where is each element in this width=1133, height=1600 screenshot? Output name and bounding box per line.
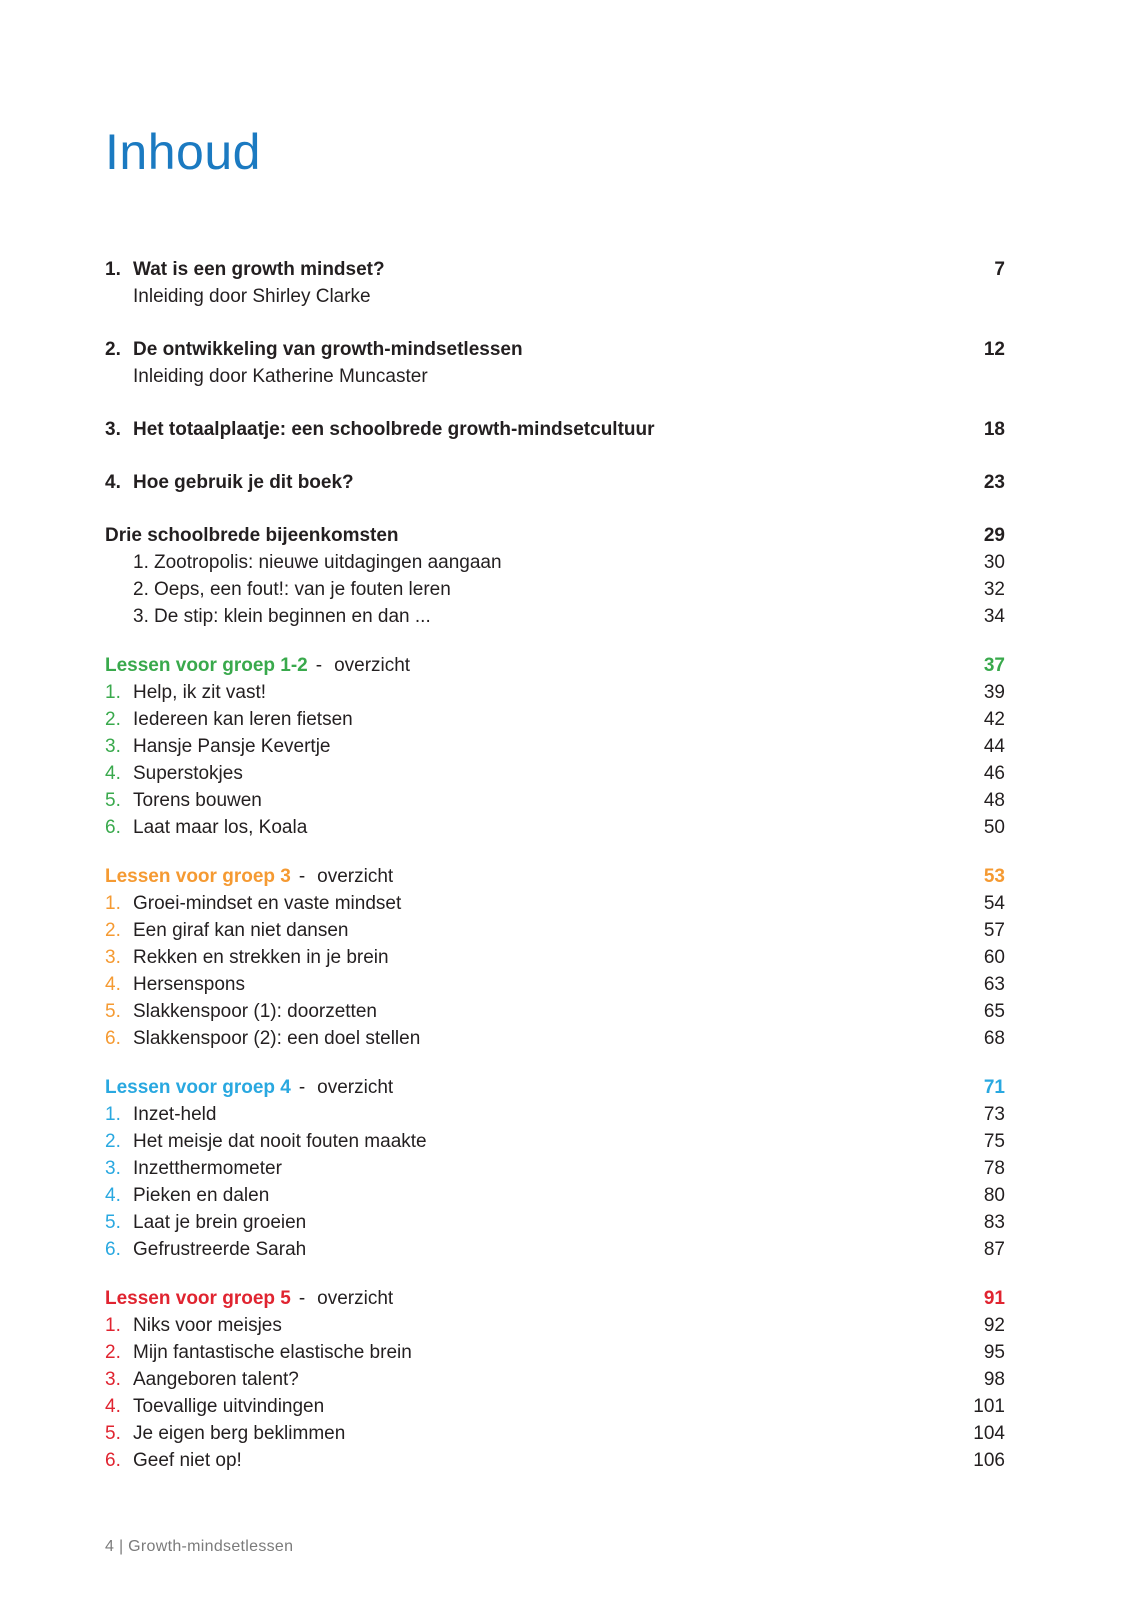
- group-page: 53: [983, 866, 1005, 887]
- meeting-page: 34: [983, 606, 1005, 627]
- lesson-group: [105, 652, 1005, 841]
- chapter-list: [105, 256, 1005, 496]
- meetings-title: Drie schoolbrede bijeenkomsten: [105, 525, 399, 546]
- group-title-separator: -: [298, 866, 306, 887]
- lesson-group-sections: [105, 652, 1005, 1474]
- meeting-page: 32: [983, 579, 1005, 600]
- lesson-page: 80: [983, 1185, 1005, 1206]
- lesson-number: 2.: [105, 1342, 121, 1363]
- lesson-page: 63: [983, 974, 1005, 995]
- lesson-title: Aangeboren talent?: [133, 1369, 299, 1390]
- lesson-number: 4.: [105, 1396, 121, 1417]
- group-title-separator: -: [298, 1288, 306, 1309]
- lesson-number: 1.: [105, 682, 121, 703]
- group-page: 37: [983, 655, 1005, 676]
- lesson-title: Pieken en dalen: [133, 1185, 270, 1206]
- lesson-page: 48: [983, 790, 1005, 811]
- lesson-number: 1.: [105, 1315, 121, 1336]
- lesson-title: Torens bouwen: [133, 790, 262, 811]
- meeting-title: De stip: klein beginnen en dan ...: [154, 606, 431, 627]
- group-overzicht-label: overzicht: [334, 655, 411, 676]
- lesson-number: 3.: [105, 947, 121, 968]
- chapter-row: [105, 416, 1005, 443]
- meeting-number: 2.: [133, 579, 149, 600]
- meeting-title: Zootropolis: nieuwe uitdagingen aangaan: [154, 552, 502, 573]
- lesson-page: 42: [983, 709, 1005, 730]
- lesson-title: Slakkenspoor (2): een doel stellen: [133, 1028, 421, 1049]
- lesson-number: 1.: [105, 893, 121, 914]
- lesson-page: 65: [983, 1001, 1005, 1022]
- lesson-title: Inzet-held: [133, 1104, 217, 1125]
- lesson-page: 78: [983, 1158, 1005, 1179]
- chapter-entry: [105, 416, 1005, 443]
- lesson-page: 106: [973, 1450, 1005, 1471]
- chapter-page: 23: [983, 472, 1005, 493]
- lesson-title: Groei-mindset en vaste mindset: [133, 893, 402, 914]
- lesson-item: [105, 1128, 1005, 1155]
- group-header-text: [105, 1285, 935, 1312]
- group-title: Lessen voor groep 5: [105, 1288, 291, 1309]
- lesson-number: 4.: [105, 974, 121, 995]
- group-header-text: [105, 863, 935, 890]
- lesson-item: [105, 679, 1005, 706]
- lesson-item: [105, 706, 1005, 733]
- chapter-title: Wat is een growth mindset?: [133, 259, 385, 280]
- table-of-contents: [105, 256, 1005, 1474]
- lesson-page: 95: [983, 1342, 1005, 1363]
- meeting-number: 3.: [133, 606, 149, 627]
- lesson-title: Hersenspons: [133, 974, 245, 995]
- chapter-number: 3.: [105, 419, 121, 440]
- group-overzicht-label: overzicht: [317, 1288, 394, 1309]
- lesson-title: Inzetthermometer: [133, 1158, 282, 1179]
- group-title: Lessen voor groep 4: [105, 1077, 291, 1098]
- lesson-item: [105, 760, 1005, 787]
- lesson-number: 1.: [105, 1104, 121, 1125]
- chapter-page: 12: [983, 339, 1005, 360]
- lesson-title: Niks voor meisjes: [133, 1315, 282, 1336]
- page-footer: 4 | Growth-mindsetlessen: [105, 1538, 294, 1555]
- lesson-page: 83: [983, 1212, 1005, 1233]
- group-header-text: [105, 652, 935, 679]
- lesson-title: Help, ik zit vast!: [133, 682, 267, 703]
- lesson-number: 5.: [105, 1423, 121, 1444]
- lesson-item: [105, 733, 1005, 760]
- group-title: Lessen voor groep 3: [105, 866, 291, 887]
- group-page: 91: [983, 1288, 1005, 1309]
- lesson-title: Geef niet op!: [133, 1450, 242, 1471]
- lesson-item: [105, 1339, 1005, 1366]
- lesson-title: Superstokjes: [133, 763, 243, 784]
- lesson-group: [105, 1285, 1005, 1474]
- lesson-item: [105, 1209, 1005, 1236]
- group-header-row: [105, 863, 1005, 890]
- meeting-title: Oeps, een fout!: van je fouten leren: [154, 579, 451, 600]
- chapter-title: De ontwikkeling van growth-mindsetlessen: [133, 339, 523, 360]
- chapter-subtitle: Inleiding door Katherine Muncaster: [133, 366, 428, 387]
- lesson-title: Hansje Pansje Kevertje: [133, 736, 331, 757]
- lesson-title: Laat je brein groeien: [133, 1212, 307, 1233]
- lesson-item: [105, 1447, 1005, 1474]
- lesson-page: 92: [983, 1315, 1005, 1336]
- lesson-page: 87: [983, 1239, 1005, 1260]
- lesson-number: 4.: [105, 763, 121, 784]
- group-overzicht-label: overzicht: [317, 1077, 394, 1098]
- lesson-title: Je eigen berg beklimmen: [133, 1423, 346, 1444]
- group-header-row: [105, 1074, 1005, 1101]
- group-title-separator: -: [315, 655, 323, 676]
- chapter-title: Hoe gebruik je dit boek?: [133, 472, 354, 493]
- chapter-subtitle-row: [105, 283, 1005, 310]
- chapter-row: [105, 336, 1005, 363]
- lesson-item: [105, 1182, 1005, 1209]
- meeting-number: 1.: [133, 552, 149, 573]
- lesson-title: Laat maar los, Koala: [133, 817, 308, 838]
- group-header-row: [105, 652, 1005, 679]
- group-overzicht-label: overzicht: [317, 866, 394, 887]
- lesson-title: Iedereen kan leren fietsen: [133, 709, 353, 730]
- lesson-item: [105, 971, 1005, 998]
- chapter-row: [105, 256, 1005, 283]
- lesson-item: [105, 814, 1005, 841]
- lesson-number: 2.: [105, 920, 121, 941]
- lesson-number: 6.: [105, 1239, 121, 1260]
- meetings-section: [105, 522, 1005, 630]
- lesson-page: 57: [983, 920, 1005, 941]
- lesson-page: 50: [983, 817, 1005, 838]
- lesson-number: 2.: [105, 1131, 121, 1152]
- lesson-number: 3.: [105, 1369, 121, 1390]
- meetings-header-row: [105, 522, 1005, 549]
- lesson-number: 6.: [105, 817, 121, 838]
- group-title-separator: -: [298, 1077, 306, 1098]
- lesson-item: [105, 1312, 1005, 1339]
- chapter-number: 2.: [105, 339, 121, 360]
- lesson-item: [105, 917, 1005, 944]
- lesson-number: 5.: [105, 1001, 121, 1022]
- lesson-number: 2.: [105, 709, 121, 730]
- lesson-number: 3.: [105, 736, 121, 757]
- lesson-title: Gefrustreerde Sarah: [133, 1239, 307, 1260]
- lesson-title: Een giraf kan niet dansen: [133, 920, 349, 941]
- lesson-item: [105, 998, 1005, 1025]
- chapter-subtitle: Inleiding door Shirley Clarke: [133, 286, 371, 307]
- group-header-text: [105, 1074, 935, 1101]
- meeting-item: [105, 549, 1005, 576]
- lesson-page: 73: [983, 1104, 1005, 1125]
- chapter-number: 1.: [105, 259, 121, 280]
- lesson-number: 6.: [105, 1450, 121, 1471]
- lesson-item: [105, 1366, 1005, 1393]
- lesson-group: [105, 863, 1005, 1052]
- chapter-page: 18: [983, 419, 1005, 440]
- group-title: Lessen voor groep 1-2: [105, 655, 308, 676]
- chapter-entry: [105, 469, 1005, 496]
- lesson-page: 75: [983, 1131, 1005, 1152]
- lesson-page: 68: [983, 1028, 1005, 1049]
- lesson-page: 60: [983, 947, 1005, 968]
- lesson-number: 6.: [105, 1028, 121, 1049]
- lesson-title: Mijn fantastische elastische brein: [133, 1342, 412, 1363]
- chapter-subtitle-row: [105, 363, 1005, 390]
- lesson-title: Het meisje dat nooit fouten maakte: [133, 1131, 427, 1152]
- group-page: 71: [983, 1077, 1005, 1098]
- lesson-page: 104: [973, 1423, 1005, 1444]
- chapter-entry: [105, 256, 1005, 310]
- lesson-number: 3.: [105, 1158, 121, 1179]
- lesson-item: [105, 1236, 1005, 1263]
- lesson-title: Rekken en strekken in je brein: [133, 947, 389, 968]
- chapter-number: 4.: [105, 472, 121, 493]
- lesson-page: 101: [973, 1396, 1005, 1417]
- meetings-page: 29: [983, 525, 1005, 546]
- chapter-row: [105, 469, 1005, 496]
- chapter-title: Het totaalplaatje: een schoolbrede growth-mindsetcultuur: [133, 419, 655, 440]
- lesson-page: 46: [983, 763, 1005, 784]
- chapter-page: 7: [994, 259, 1005, 280]
- lesson-title: Slakkenspoor (1): doorzetten: [133, 1001, 377, 1022]
- lesson-page: 44: [983, 736, 1005, 757]
- meeting-page: 30: [983, 552, 1005, 573]
- lesson-item: [105, 1101, 1005, 1128]
- lesson-number: 5.: [105, 1212, 121, 1233]
- lesson-item: [105, 787, 1005, 814]
- lesson-page: 54: [983, 893, 1005, 914]
- lesson-number: 4.: [105, 1185, 121, 1206]
- lesson-group: [105, 1074, 1005, 1263]
- lesson-title: Toevallige uitvindingen: [133, 1396, 325, 1417]
- lesson-item: [105, 1420, 1005, 1447]
- lesson-number: 5.: [105, 790, 121, 811]
- meeting-item: [105, 603, 1005, 630]
- page-title: Inhoud: [105, 124, 261, 180]
- lesson-item: [105, 944, 1005, 971]
- lesson-item: [105, 1025, 1005, 1052]
- group-header-row: [105, 1285, 1005, 1312]
- lesson-page: 39: [983, 682, 1005, 703]
- chapter-entry: [105, 336, 1005, 390]
- lesson-item: [105, 1393, 1005, 1420]
- lesson-item: [105, 1155, 1005, 1182]
- lesson-page: 98: [983, 1369, 1005, 1390]
- meeting-item: [105, 576, 1005, 603]
- lesson-item: [105, 890, 1005, 917]
